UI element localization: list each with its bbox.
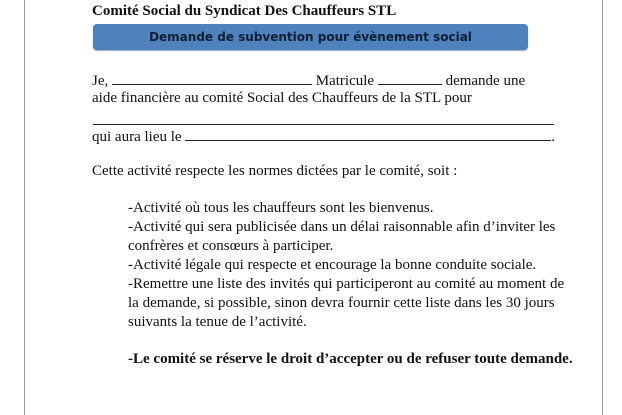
name-line [92, 70, 525, 91]
notice: -Le comité se réserve le droit d’accepter ou de refuser toute demande. [128, 351, 573, 367]
form-title-banner: Demande de subvention pour évènement social [93, 24, 528, 50]
intro-text: Cette activité respecte les normes dictées par le comité, soit : [92, 163, 458, 179]
matricule-label: Matricule [315, 73, 375, 89]
bullet-1: -Activité où tous les chauffeurs sont les bienvenus. [128, 200, 434, 216]
date-field[interactable] [185, 126, 551, 141]
lieu-label: qui aura lieu le [92, 129, 182, 145]
date-line [92, 126, 555, 147]
bullet-3: -Activité légale qui respecte et encourage la bonne conduite sociale. [128, 257, 537, 273]
organization-name: Comité Social du Syndicat Des Chauffeurs STL [92, 3, 397, 19]
demande-label: demande une [445, 73, 526, 89]
bullet-2: -Activité qui sera publicisée dans un délai raisonnable afin d’inviter les [128, 219, 556, 235]
je-label: Je, [92, 73, 109, 89]
name-field[interactable] [112, 70, 312, 85]
request-line: aide financière au comité Social des Chauffeurs de la STL pour [92, 90, 472, 106]
bullet-2-cont: confrères et consœurs à participer. [128, 238, 334, 254]
bullet-4: -Remettre une liste des invités qui participeront au comité au moment de [128, 276, 565, 292]
activity-field[interactable] [93, 124, 554, 125]
period: . [551, 129, 556, 145]
matricule-field[interactable] [378, 70, 442, 85]
bullet-4-cont: la demande, si possible, sinon devra fournir cette liste dans les 30 jours [128, 295, 555, 311]
bullet-4-end: suivants la tenue de l’activité. [128, 314, 307, 330]
